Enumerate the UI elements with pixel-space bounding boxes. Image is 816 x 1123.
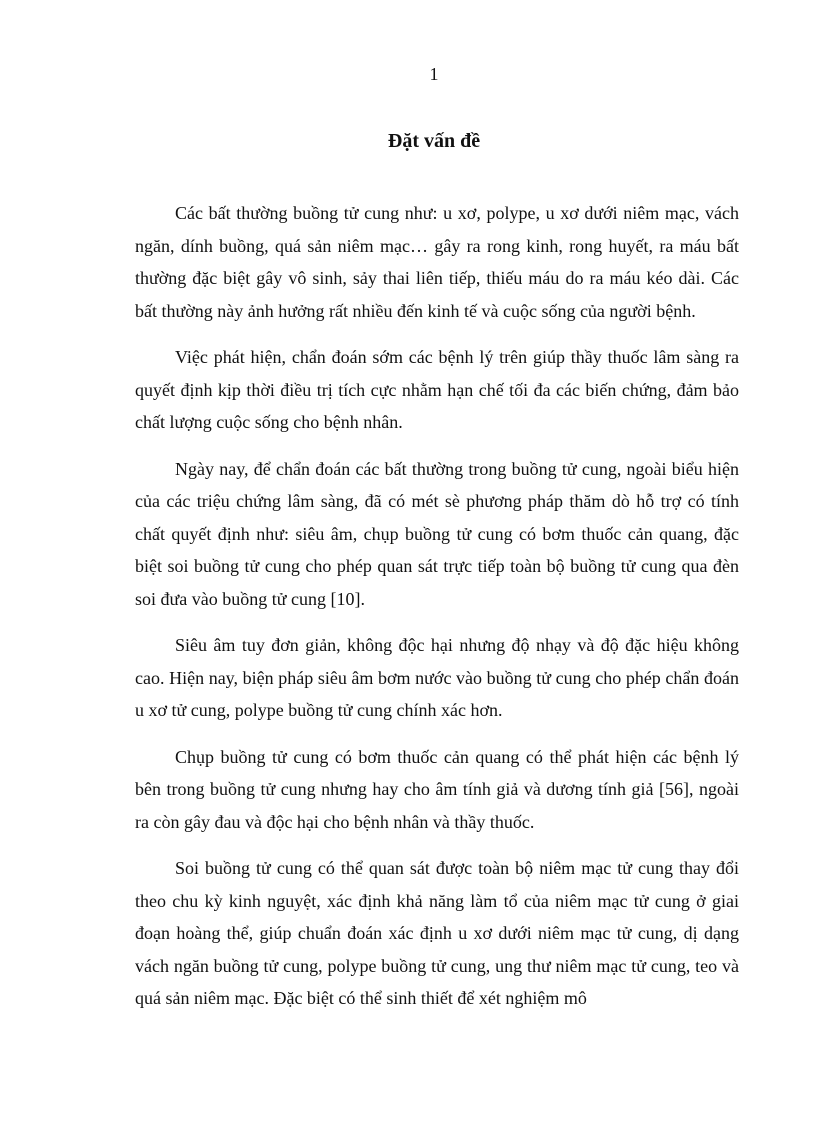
page-number: 1 bbox=[429, 64, 439, 84]
paragraph: Chụp buồng tử cung có bơm thuốc cản quang có thể phát hiện các bệnh lý bên trong buồng tử cung nhưng hay cho âm tính giả và dương tính giả [56], ngoài ra còn gây đau và độc hại cho bệnh nhân và thầy thuốc. bbox=[135, 746, 739, 832]
page-title: Đặt vấn đề bbox=[387, 130, 481, 152]
paragraph: Ngày nay, để chẩn đoán các bất thường trong buồng tử cung, ngoài biểu hiện của các triệu chứng lâm sàng, đã có mét sè phương pháp thăm dò hỗ trợ có tính chất quyết định như: siêu âm, chụp buồng tử cung có bơm thuốc cản quang, đặc biệt soi buồng tử cung cho phép quan sát trực tiếp toàn bộ buồng tử cung qua đèn soi đưa vào buồng tử cung [10]. bbox=[135, 458, 739, 609]
paragraph: Siêu âm tuy đơn giản, không độc hại nhưng độ nhạy và độ đặc hiệu không cao. Hiện nay, biện pháp siêu âm bơm nước vào buồng tử cung cho phép chẩn đoán u xơ tử cung, polype buồng tử cung chính xác hơn. bbox=[135, 635, 739, 720]
paragraph: Các bất thường buồng tử cung như: u xơ, polype, u xơ dưới niêm mạc, vách ngăn, dính buồng, quá sản niêm mạc… gây ra rong kinh, rong huyết, ra máu bất thường đặc biệt gây vô sinh, sảy thai liên tiếp, thiếu máu do ra máu kéo dài. Các bất thường này ảnh hưởng rất nhiều đến kinh tế và cuộc sống của người bệnh. bbox=[135, 203, 739, 321]
paragraph: Việc phát hiện, chẩn đoán sớm các bệnh lý trên giúp thầy thuốc lâm sàng ra quyết định kịp thời điều trị tích cực nhằm hạn chế tối đa các biến chứng, đảm bảo chất lượng cuộc sống cho bệnh nhân. bbox=[135, 347, 739, 432]
body-text bbox=[135, 197, 739, 1029]
paragraph: Soi buồng tử cung có thể quan sát được toàn bộ niêm mạc tử cung thay đổi theo chu kỳ kinh nguyệt, xác định khả năng làm tổ của niêm mạc tử cung ở giai đoạn hoàng thể, giúp chuẩn đoán xác định u xơ dưới niêm mạc tử cung, dị dạng vách ngăn buồng tử cung, polype buồng tử cung, ung thư niêm mạc tử cung, teo và quá sản niêm mạc. Đặc biệt có thể sinh thiết để xét nghiệm mô bbox=[135, 858, 739, 1008]
